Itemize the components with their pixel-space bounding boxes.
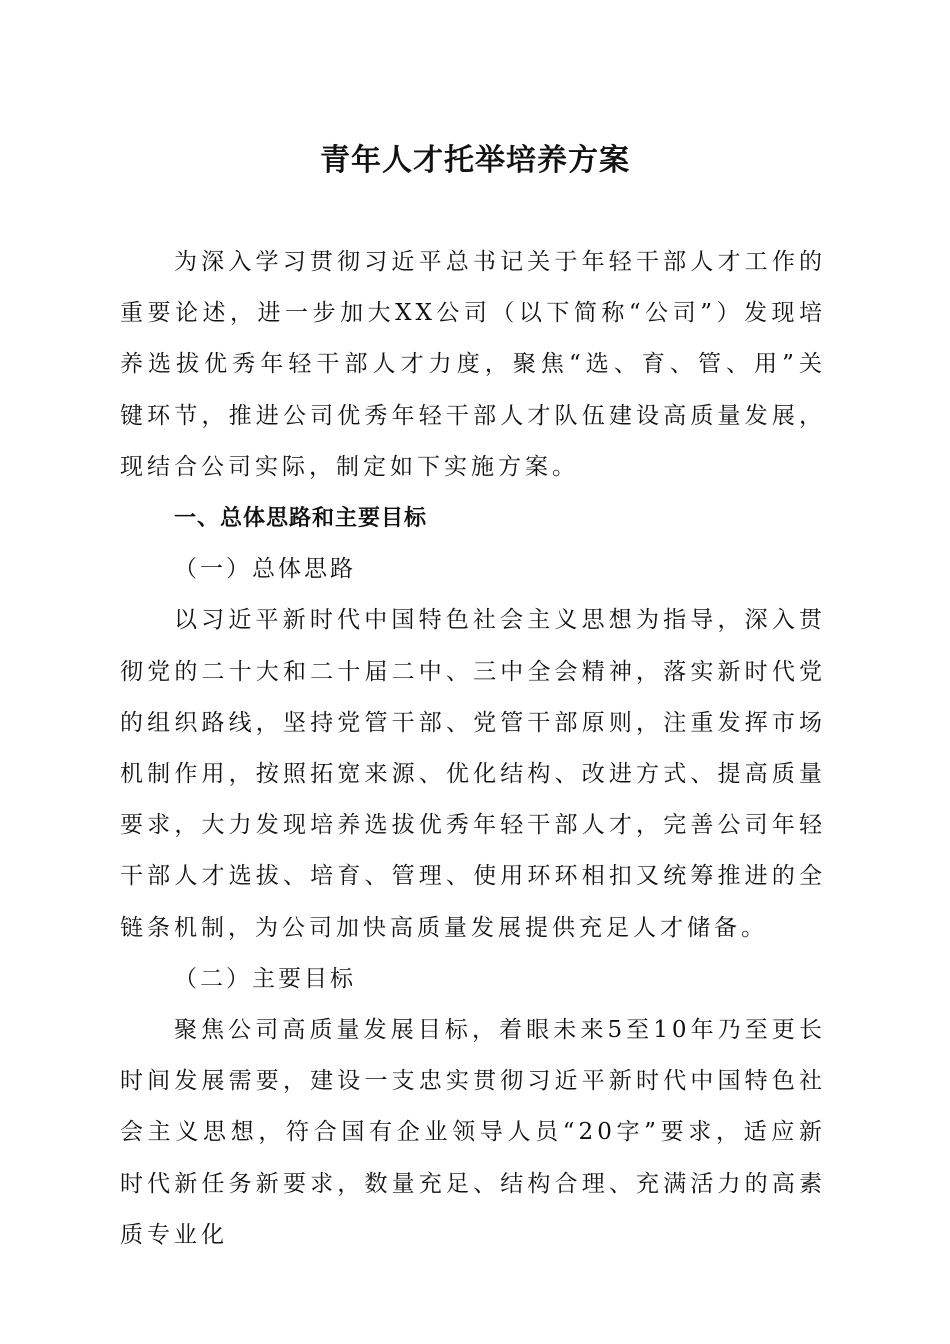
section-heading-overall: 一、总体思路和主要目标 [174,506,428,532]
goals-paragraph: 聚焦公司高质量发展目标，着眼未来5至10年乃至更长时间发展需要，建设一支忠实贯彻习近平新时代中国特色社会主义思想，符合国有企业领导人员“20字”要求，适应新时代新任务新要求，数量充足、结构合理、充满活力的高素质专业化 [120,1017,826,1248]
document-title: 青年人才托举培养方案 [320,143,630,178]
intro-paragraph: 为深入学习贯彻习近平总书记关于年轻干部人才工作的重要论述，进一步加大XX公司（以下简称“公司”）发现培养选拔优秀年轻干部人才力度，聚焦“选、育、管、用”关键环节，推进公司优秀年轻干部人才队伍建设高质量发展，现结合公司实际，制定如下实施方案。 [120,249,826,480]
subsection-heading-goals: （二）主要目标 [174,965,356,992]
approach-paragraph: 以习近平新时代中国特色社会主义思想为指导，深入贯彻党的二十大和二十届二中、三中全会精神，落实新时代党的组织路线，坚持党管干部、党管干部原则，注重发挥市场机制作用，按照拓宽来源、优化结构、改进方式、提高质量要求，大力发现培养选拔优秀年轻干部人才，完善公司年轻干部人才选拔、培育、管理、使用环环相扣又统筹推进的全链条机制，为公司加快高质量发展提供充足人才储备。 [120,607,826,941]
document-body [120,237,826,1261]
subsection-heading-approach: （一）总体思路 [174,556,356,583]
